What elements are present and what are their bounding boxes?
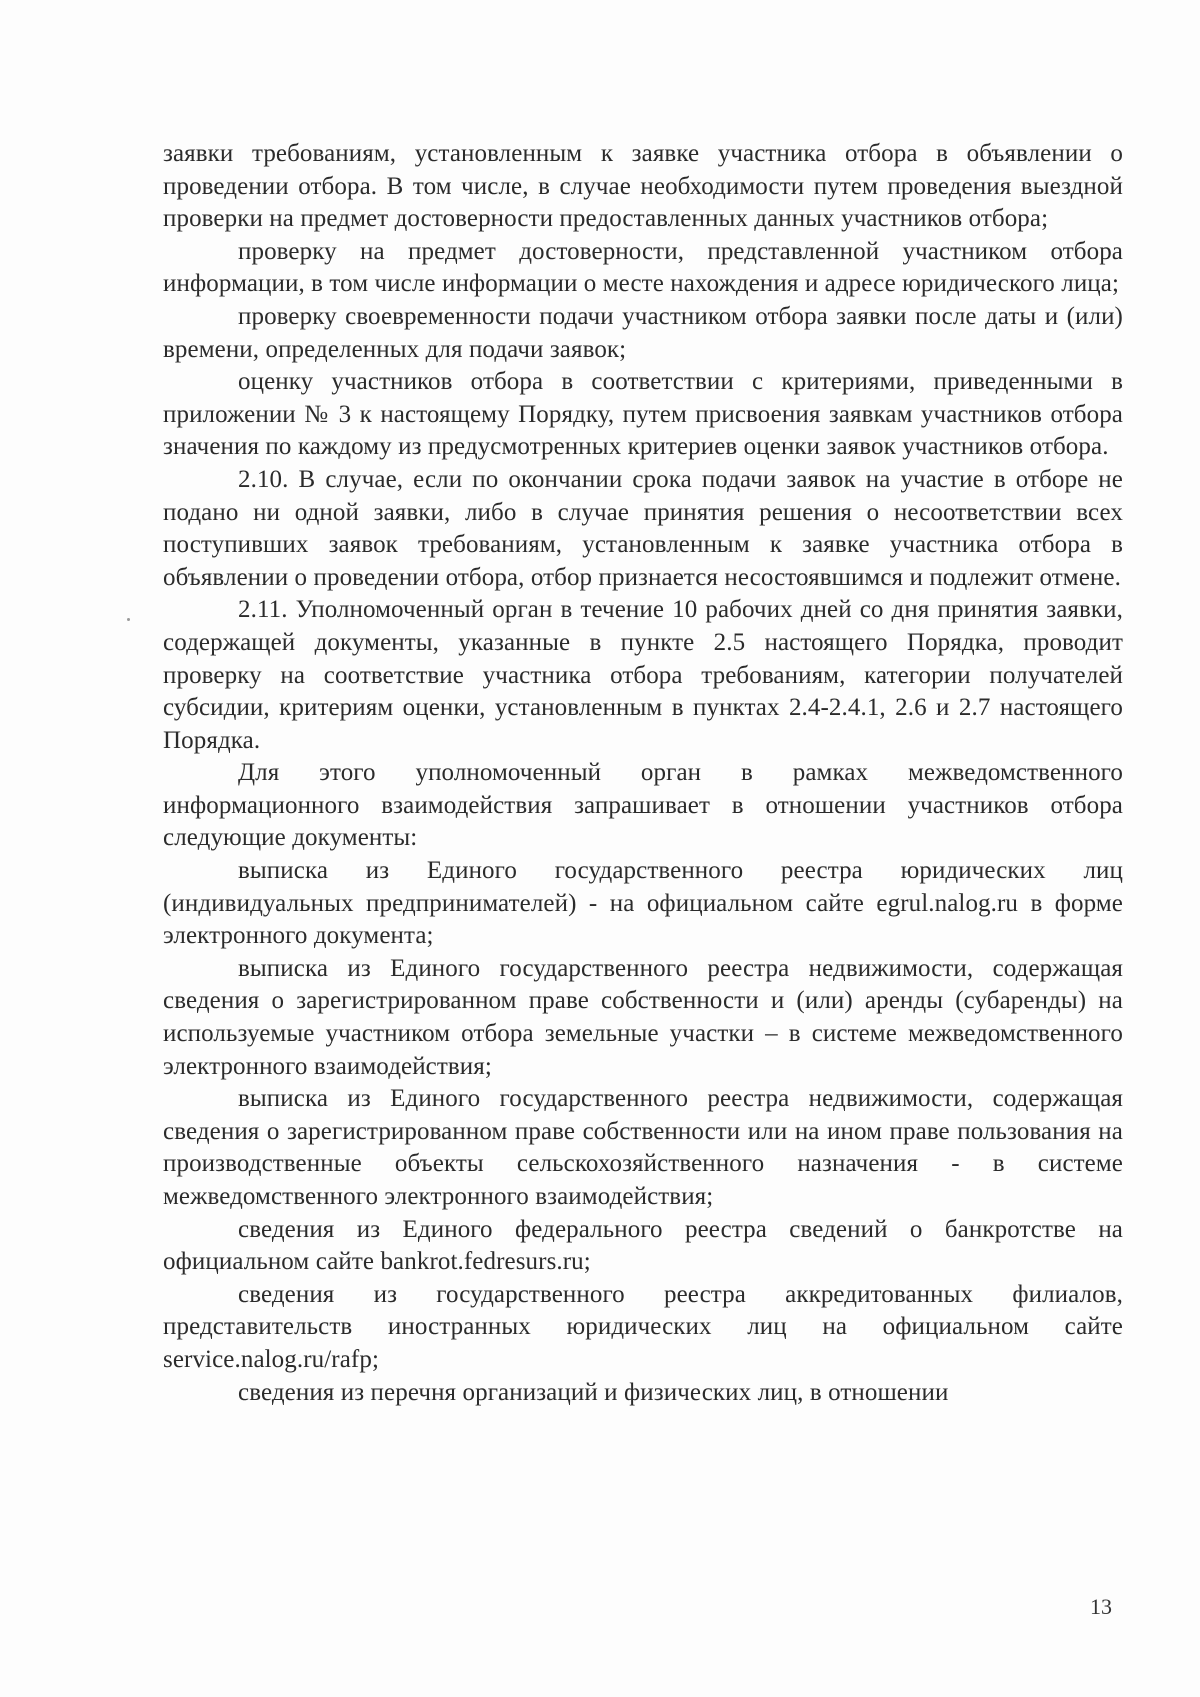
paragraph-requested-documents: Для этого уполномоченный орган в рамках межведомственного информационного взаимодействия запрашивает в отношении участников отбора следующие документы: [163, 759, 1123, 852]
paragraph-verification-info: проверку на предмет достоверности, представленной участником отбора информации, в том числе информации о месте нахождения и адресе юридического лица; [163, 237, 1123, 298]
paragraph-egrul-extract: выписка из Единого государственного реестра юридических лиц (индивидуальных предпринимателей) - на официальном сайте egrul.nalog.ru в форме электронного документа; [163, 857, 1123, 950]
paragraph-organizations-list: сведения из перечня организаций и физических лиц, в отношении [238, 1378, 949, 1406]
scan-margin-speck [127, 618, 130, 621]
paragraph-2-10: 2.10. В случае, если по окончании срока подачи заявок на участие в отборе не подано ни одной заявки, либо в случае принятия решения о несоответствии всех поступивших заявок требованиям, установленным к заявке участника отбора в объявлении о проведении отбора, отбор признается несостоявшимся и подлежит отмене. [163, 465, 1123, 591]
paragraph-2-11: 2.11. Уполномоченный орган в течение 10 рабочих дней со дня принятия заявки, содержащей документы, указанные в пункте 2.5 настоящего Порядка, проводит проверку на соответствие участника отбора требованиям, категории получателей субсидии, критериям оценки, установленным в пунктах 2.4-2.4.1, 2.6 и 2.7 настоящего Порядка. [163, 596, 1123, 754]
paragraph-egrn-facilities-extract: выписка из Единого государственного реестра недвижимости, содержащая сведения о зарегистрированном праве собственности или на ином праве пользования на производственные объекты сельскохозяйственного назначения - в системе межведомственного электронного взаимодействия; [163, 1085, 1123, 1210]
page-number: 13 [1090, 1594, 1112, 1619]
paragraph-egrn-land-extract: выписка из Единого государственного реестра недвижимости, содержащая сведения о зарегистрированном праве собственности и (или) аренды (субаренды) на используемые участником отбора земельные участки – в системе межведомственного электронного взаимодействия; [163, 954, 1123, 1080]
document-body [163, 138, 1123, 1409]
paragraph-timeliness-check: проверку своевременности подачи участником отбора заявки после даты и (или) времени, определенных для подачи заявок; [163, 302, 1123, 363]
paragraph-accredited-branches: сведения из государственного реестра аккредитованных филиалов, представительств иностранных юридических лиц на официальном сайте service.nalog.ru/rafp; [163, 1280, 1123, 1373]
paragraph-continuation: заявки требованиям, установленным к заявке участника отбора в объявлении о проведении отбора. В том числе, в случае необходимости путем проведения выездной проверки на предмет достоверности предоставленных данных участников отбора; [163, 140, 1123, 233]
paragraph-bankruptcy-register: сведения из Единого федерального реестра сведений о банкротстве на официальном сайте bankrot.fedresurs.ru; [163, 1215, 1123, 1276]
paragraph-evaluation: оценку участников отбора в соответствии с критериями, приведенными в приложении № 3 к настоящему Порядку, путем присвоения заявкам участников отбора значения по каждому из предусмотренных критериев оценки заявок участников отбора. [163, 368, 1123, 461]
